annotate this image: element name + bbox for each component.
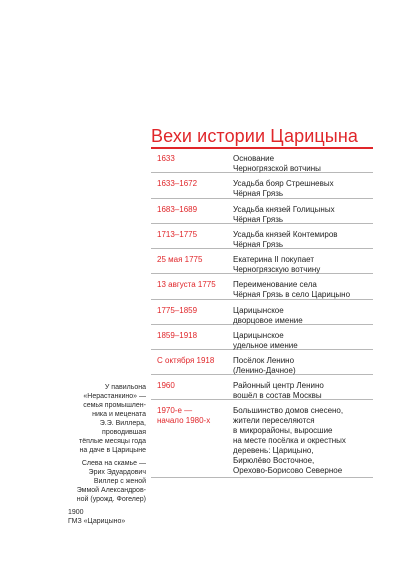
- timeline-row: [151, 148, 373, 173]
- timeline-date-line: 1859–1918: [157, 331, 198, 340]
- timeline-description-line: Переименование села: [233, 280, 317, 289]
- timeline-row: [151, 300, 373, 325]
- caption-line: Э.Э. Виллера,: [99, 420, 146, 427]
- timeline-description-line: Чёрная Грязь в село Царицыно: [233, 290, 351, 299]
- timeline-description: [233, 280, 373, 300]
- timeline-description-line: Районный центр Ленино: [233, 381, 324, 390]
- timeline-description: [233, 381, 373, 401]
- caption-line: ника и мецената: [92, 411, 146, 418]
- timeline-description-line: в микрорайоны, выросшие: [233, 426, 333, 435]
- timeline-description-line: дворцовое имение: [233, 316, 303, 325]
- timeline-description-line: Царицынское: [233, 306, 284, 315]
- timeline-description-line: Основание: [233, 154, 275, 163]
- timeline-date-line: 1633: [157, 154, 175, 163]
- timeline-description-line: Усадьба князей Контемиров: [233, 230, 338, 239]
- caption-line: ной (урожд. Фогелер): [76, 496, 146, 503]
- timeline-row: [151, 224, 373, 249]
- caption-line: «Нерастанкино» —: [83, 393, 146, 400]
- timeline-description: [233, 406, 373, 476]
- timeline-date-line: 1683–1689: [157, 205, 198, 214]
- timeline-row: [151, 199, 373, 224]
- caption-description: [10, 383, 146, 455]
- timeline-row: [151, 350, 373, 375]
- timeline-date-line: 25 мая 1775: [157, 255, 203, 264]
- timeline-row: [151, 325, 373, 350]
- timeline-description-line: вошёл в состав Москвы: [233, 391, 322, 400]
- timeline-description: [233, 154, 373, 174]
- timeline-date: [157, 406, 231, 426]
- timeline-description-line: Большинство домов снесено,: [233, 406, 344, 415]
- timeline-row: [151, 249, 373, 274]
- timeline-date-line: 1960: [157, 381, 175, 390]
- timeline-description-line: Чёрная Грязь: [233, 215, 284, 224]
- timeline-description-line: деревень: Царицыно,: [233, 446, 314, 455]
- caption-line: проводившая: [102, 429, 146, 436]
- timeline-date: [157, 356, 231, 366]
- timeline-description-line: удельное имение: [233, 341, 298, 350]
- timeline-description-line: жители переселяются: [233, 416, 315, 425]
- caption-line: У павильона: [104, 384, 146, 391]
- caption-line: тёплые месяцы года: [79, 438, 146, 445]
- page-title: Вехи истории Царицына: [151, 126, 358, 146]
- timeline-date: [157, 179, 231, 189]
- timeline-date-line: 1713–1775: [157, 230, 198, 239]
- timeline-description-line: Орехово-Борисово Северное: [233, 466, 343, 475]
- timeline-date: [157, 381, 231, 391]
- timeline-date: [157, 280, 231, 290]
- timeline-description-line: Екатерина II покупает: [233, 255, 314, 264]
- timeline-description-line: Усадьба бояр Стрешневых: [233, 179, 334, 188]
- timeline-date: [157, 230, 231, 240]
- timeline-date: [157, 331, 231, 341]
- timeline-date-line: С октября 1918: [157, 356, 215, 365]
- caption-line: на даче в Царицыне: [79, 447, 146, 454]
- timeline-description-line: Черногрязскую вотчину: [233, 265, 321, 274]
- timeline-date: [157, 154, 231, 164]
- timeline-date-line: 13 августа 1775: [157, 280, 216, 289]
- timeline-date: [157, 306, 231, 316]
- timeline-description-line: Черногрязской вотчины: [233, 164, 321, 173]
- timeline-date-line: 1970-е —: [157, 406, 193, 415]
- timeline-row: [151, 375, 373, 400]
- timeline-description-line: Усадьба князей Голицыных: [233, 205, 335, 214]
- timeline-row: [151, 173, 373, 199]
- timeline-description: [233, 255, 373, 275]
- timeline-description: [233, 331, 373, 351]
- photo-caption: [10, 383, 146, 526]
- caption-source: ГМЗ «Царицыно»: [68, 518, 126, 525]
- timeline-description: [233, 230, 373, 250]
- caption-line: Эммой Александров-: [76, 487, 146, 494]
- timeline-date: [157, 255, 231, 265]
- timeline-date-line: начало 1980-х: [157, 416, 211, 425]
- caption-year: 1900: [68, 509, 84, 516]
- caption-people: [10, 459, 146, 504]
- timeline-row: [151, 274, 373, 300]
- timeline-description-line: Бирюлёво Восточное,: [233, 456, 315, 465]
- timeline-description: [233, 306, 373, 326]
- timeline-description: [233, 205, 373, 225]
- caption-line: Виллер с женой: [93, 478, 146, 485]
- timeline-description: [233, 179, 373, 199]
- timeline-date-line: 1633–1672: [157, 179, 198, 188]
- caption-line: Эрих Эдуардович: [88, 469, 146, 476]
- timeline-row: [151, 400, 373, 478]
- timeline-description-line: Чёрная Грязь: [233, 189, 284, 198]
- timeline-description: [233, 356, 373, 376]
- timeline-description-line: Царицынское: [233, 331, 284, 340]
- caption-line: Слева на скамье —: [81, 460, 146, 467]
- timeline-description-line: (Ленино-Дачное): [233, 366, 296, 375]
- timeline-description-line: на месте посёлка и окрестных: [233, 436, 346, 445]
- timeline-date-line: 1775–1859: [157, 306, 198, 315]
- timeline-description-line: Чёрная Грязь: [233, 240, 284, 249]
- timeline-date: [157, 205, 231, 215]
- timeline-table: [151, 148, 373, 478]
- timeline-description-line: Посёлок Ленино: [233, 356, 295, 365]
- caption-line: семья промышлен-: [83, 402, 146, 409]
